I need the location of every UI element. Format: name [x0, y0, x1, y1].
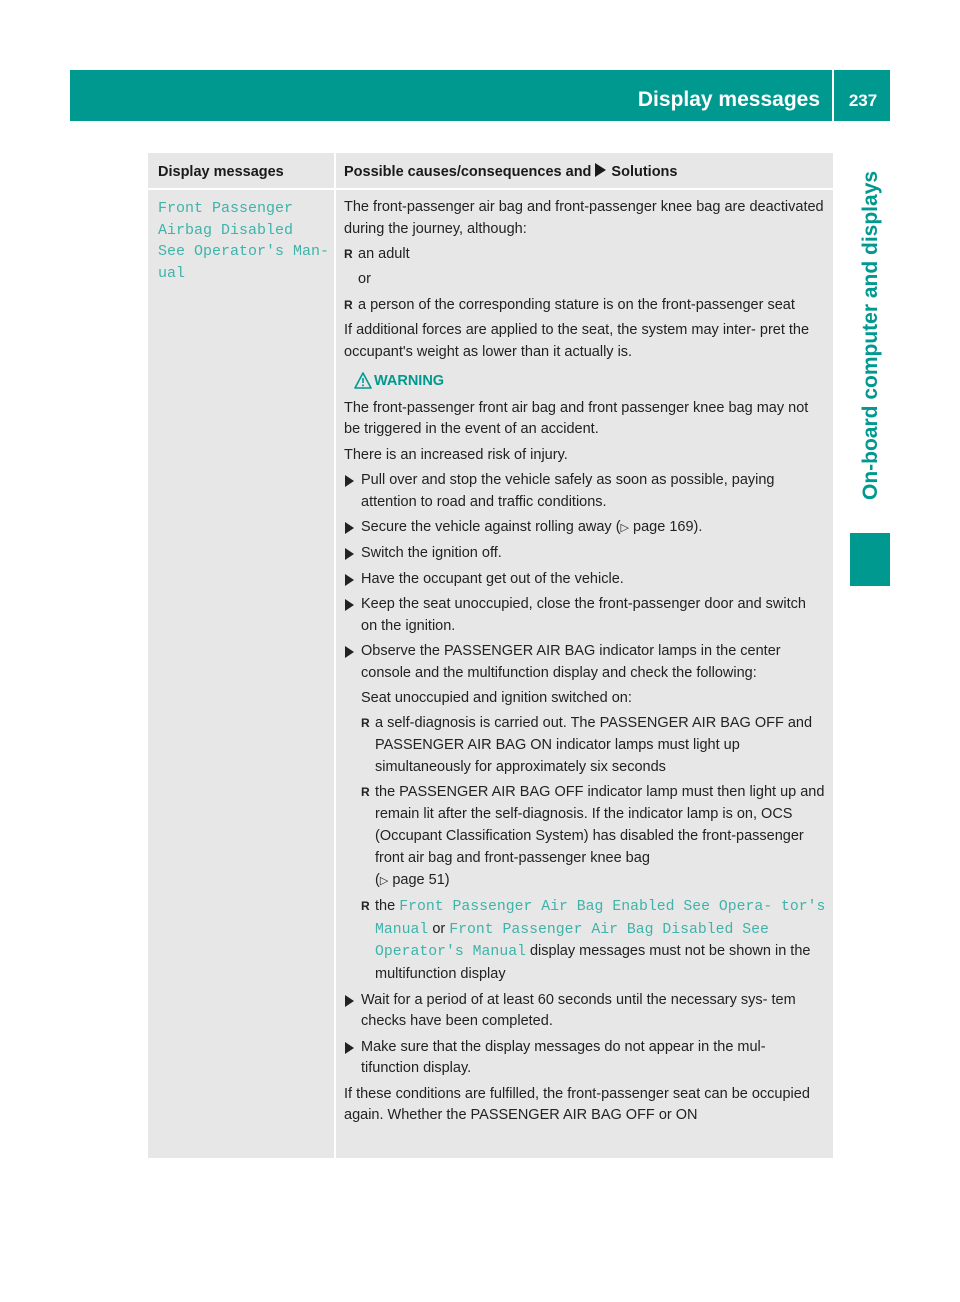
step-item: Pull over and stop the vehicle safely as soon as possible, paying attention to road and traffic conditions. [344, 470, 826, 514]
step-item: Keep the seat unoccupied, close the front-passenger door and switch on the ignition. [344, 594, 826, 638]
closing-text: If these conditions are fulfilled, the front-passenger seat can be occupied again. Whether the PASSENGER AIR BAG OFF or ON [344, 1085, 810, 1124]
step-item: Have the occupant get out of the vehicle. [344, 569, 826, 591]
step-item [344, 517, 826, 540]
check-text: or [432, 920, 446, 937]
check-item: R a self-diagnosis is carried out. The PASSENGER AIR BAG OFF and PASSENGER AIR BAG ON indicator lamps must light up simultaneously for approximately six seconds [344, 713, 826, 778]
warning-text: The front-passenger front air bag and front passenger knee bag may not be triggered in the event of an accident. [344, 399, 809, 438]
display-message-ref: Front Passenger Air Bag Disabled See Operator's Manual [375, 921, 769, 961]
or-text: or [358, 271, 371, 288]
display-message-text: Front Passenger Airbag Disabled See Operator's Man‐ ual [158, 200, 330, 282]
page-number: 237 [848, 91, 878, 110]
page-reference[interactable]: page 169 [633, 519, 694, 536]
column-header-causes: Possible causes/consequences and [344, 164, 592, 180]
check-text: the PASSENGER AIR BAG OFF indicator lamp must then light up and remain lit after the self-diagnosis. If the indicator lamp is on, OCS (Occupant Classification System) has disabled the front-passenger front air bag and front-passenger knee bag [375, 784, 825, 866]
page-header [70, 70, 890, 121]
step-item: Wait for a period of at least 60 seconds until the necessary sys- tem checks have been completed. [344, 990, 826, 1034]
arrow-icon [595, 163, 606, 177]
column-header-messages: Display messages [158, 164, 284, 180]
step-item: Make sure that the display messages do not appear in the mul- tifunction display. [344, 1037, 826, 1081]
column-divider [334, 153, 336, 1158]
chapter-marker [850, 533, 890, 586]
seat-condition-text: Seat unoccupied and ignition switched on: [361, 690, 632, 707]
page-reference[interactable]: page 51 [392, 871, 445, 888]
check-text: display messages must not be shown in the multifunction display [375, 943, 811, 983]
page-ref-icon: ▷ [379, 874, 389, 887]
risk-text: There is an increased risk of injury. [344, 446, 568, 463]
check-item: R the PASSENGER AIR BAG OFF indicator lamp must then light up and remain lit after the self-diagnosis. If the indicator lamp is on, OCS (Occupant Classification System) has disabled the front-passenger front air bag and front-passenger knee bag (▷ page 51) [344, 782, 826, 892]
display-message-ref: Front Passenger Air Bag Enabled See Opera‐ tor's Manual [375, 898, 826, 938]
intro-text: The front-passenger air bag and front-passenger knee bag are deactivated during the journey, although: [344, 199, 824, 237]
condition-item: R a person of the corresponding stature is on the front-passenger seat [344, 295, 826, 317]
warning-label: WARNING [374, 372, 445, 389]
warning-heading [344, 370, 826, 392]
check-item [344, 896, 826, 986]
solution-text [344, 197, 826, 1131]
header-divider [832, 70, 834, 121]
row-divider [148, 188, 833, 190]
step-item: Observe the PASSENGER AIR BAG indicator lamps in the center console and the multifunction display and check the following: [344, 641, 826, 685]
step-text: ). [693, 519, 703, 536]
step-text: Secure the vehicle against rolling away ( [361, 519, 621, 536]
condition-item: R an adult [344, 244, 826, 266]
chapter-label: On-board computer and displays [859, 170, 882, 500]
page-ref-icon: ▷ [620, 522, 629, 535]
check-text: the [375, 897, 396, 914]
section-title: Display messages [637, 88, 820, 111]
column-header-solutions [344, 153, 677, 188]
display-messages-table [148, 153, 833, 1158]
step-item: Switch the ignition off. [344, 543, 826, 565]
column-header-solutions-label: Solutions [611, 164, 678, 180]
warning-icon [354, 372, 372, 389]
additional-text: If additional forces are applied to the seat, the system may inter- pret the occupant's weight as lower than it actually is. [344, 321, 810, 360]
